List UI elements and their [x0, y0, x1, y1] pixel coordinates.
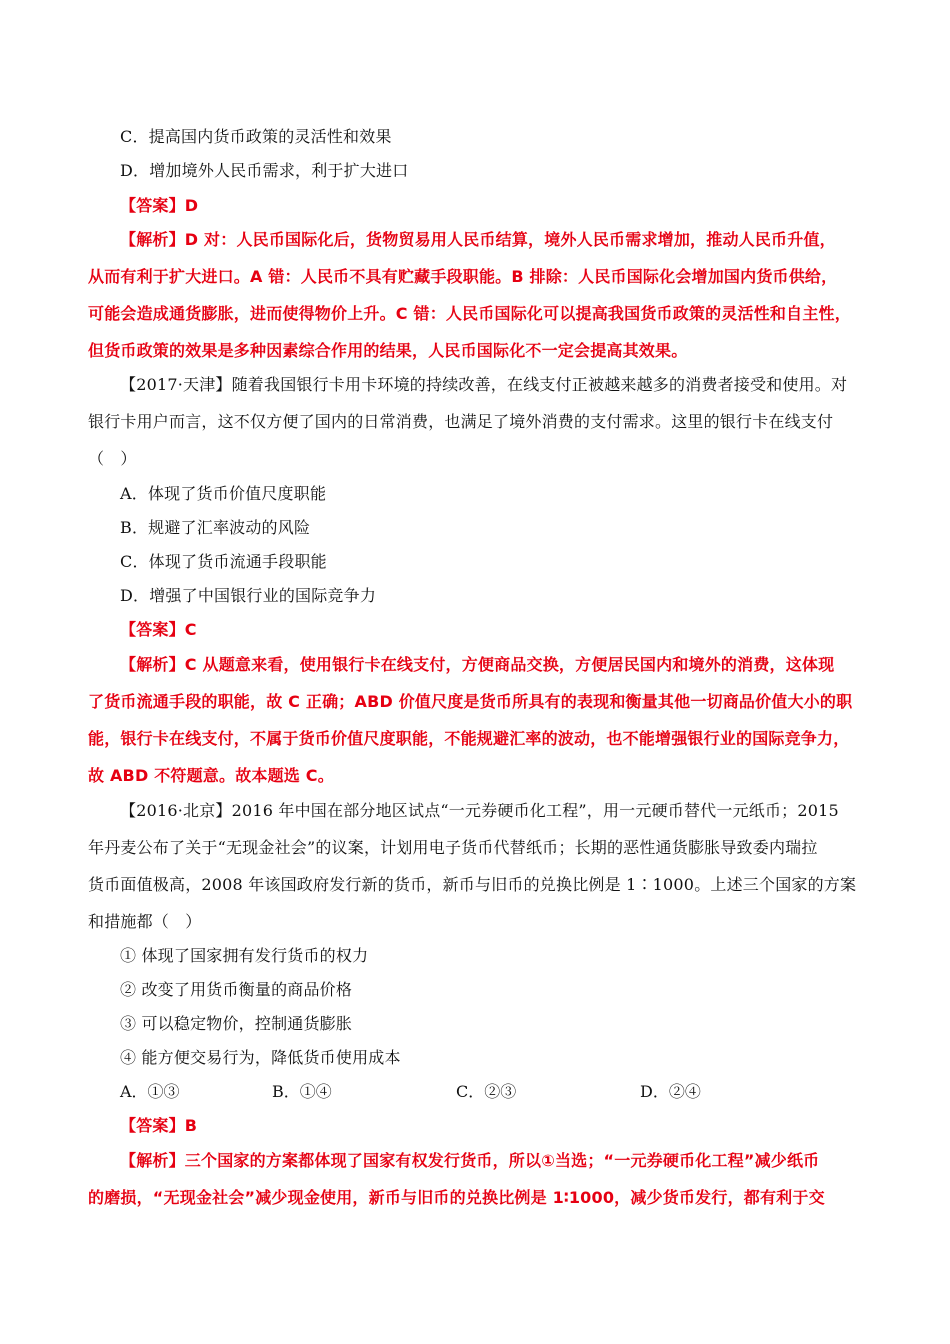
question-stem: 和措施都（ ）	[88, 912, 202, 931]
question-stem: 【2017·天津】随着我国银行卡用卡环境的持续改善，在线支付正被越来越多的消费者接受和使用。对	[120, 375, 848, 394]
analysis-line: 从而有利于扩大进口。A 错：人民币不具有贮藏手段职能。B 排除：人民币国际化会增加国内货币供给，	[88, 267, 838, 286]
answer-label: 【答案】B	[120, 1116, 198, 1135]
question-stem: （ ）	[88, 449, 137, 468]
answer-label: 【答案】D	[120, 196, 199, 215]
option-c: C．体现了货币流通手段职能	[120, 552, 327, 571]
statement-3: ③ 可以稳定物价，控制通货膨胀	[120, 1014, 353, 1033]
analysis-line: 的磨损，“无现金社会”减少现金使用，新币与旧币的兑换比例是 1∶1000，减少货币发行，都有利于交	[88, 1188, 825, 1207]
option-b: B．规避了汇率波动的风险	[120, 518, 311, 537]
question-stem: 货币面值极高，2008 年该国政府发行新的货币，新币与旧币的兑换比例是 1∶1000。上述三个国家的方案	[88, 875, 857, 894]
analysis-line: 【解析】三个国家的方案都体现了国家有权发行货币，所以①当选；“一元券硬币化工程”减少纸币	[120, 1151, 820, 1170]
analysis-line: 故 ABD 不符题意。故本题选 C。	[88, 766, 334, 785]
analysis-line: 能，银行卡在线支付，不属于货币价值尺度职能，不能规避汇率的波动，也不能增强银行业的国际竞争力，	[88, 729, 850, 748]
analysis-line: 【解析】D 对：人民币国际化后，货物贸易用人民币结算，境外人民币需求增加，推动人民币升值，	[120, 230, 836, 249]
statement-1: ① 体现了国家拥有发行货币的权力	[120, 946, 369, 965]
choice-a: A．①③	[120, 1082, 180, 1101]
analysis-line: 可能会造成通货膨胀，进而使得物价上升。C 错：人民币国际化可以提高我国货币政策的灵活性和自主性，	[88, 304, 851, 323]
statement-2: ② 改变了用货币衡量的商品价格	[120, 980, 353, 999]
option-d: D．增强了中国银行业的国际竞争力	[120, 586, 377, 605]
option-c: C．提高国内货币政策的灵活性和效果	[120, 127, 392, 146]
question-stem: 年丹麦公布了关于“无现金社会”的议案，计划用电子货币代替纸币；长期的恶性通货膨胀导致委内瑞拉	[88, 838, 818, 857]
option-a: A．体现了货币价值尺度职能	[120, 484, 327, 503]
choice-b: B．①④	[272, 1082, 332, 1101]
choice-d: D．②④	[640, 1082, 701, 1101]
choice-c: C．②③	[456, 1082, 517, 1101]
question-stem: 【2016·北京】2016 年中国在部分地区试点“一元券硬币化工程”，用一元硬币替代一元纸币；2015	[120, 801, 839, 820]
analysis-line: 但货币政策的效果是多种因素综合作用的结果，人民币国际化不一定会提高其效果。	[88, 341, 688, 360]
statement-4: ④ 能方便交易行为，降低货币使用成本	[120, 1048, 401, 1067]
analysis-line: 【解析】C 从题意来看，使用银行卡在线支付，方便商品交换，方便居民国内和境外的消费，这体现	[120, 655, 835, 674]
option-d: D．增加境外人民币需求，利于扩大进口	[120, 161, 409, 180]
question-stem: 银行卡用户而言，这不仅方便了国内的日常消费，也满足了境外消费的支付需求。这里的银行卡在线支付	[88, 412, 834, 431]
analysis-line: 了货币流通手段的职能，故 C 正确；ABD 价值尺度是货币所具有的表现和衡量其他一切商品价值大小的职	[88, 692, 853, 711]
answer-label: 【答案】C	[120, 620, 197, 639]
